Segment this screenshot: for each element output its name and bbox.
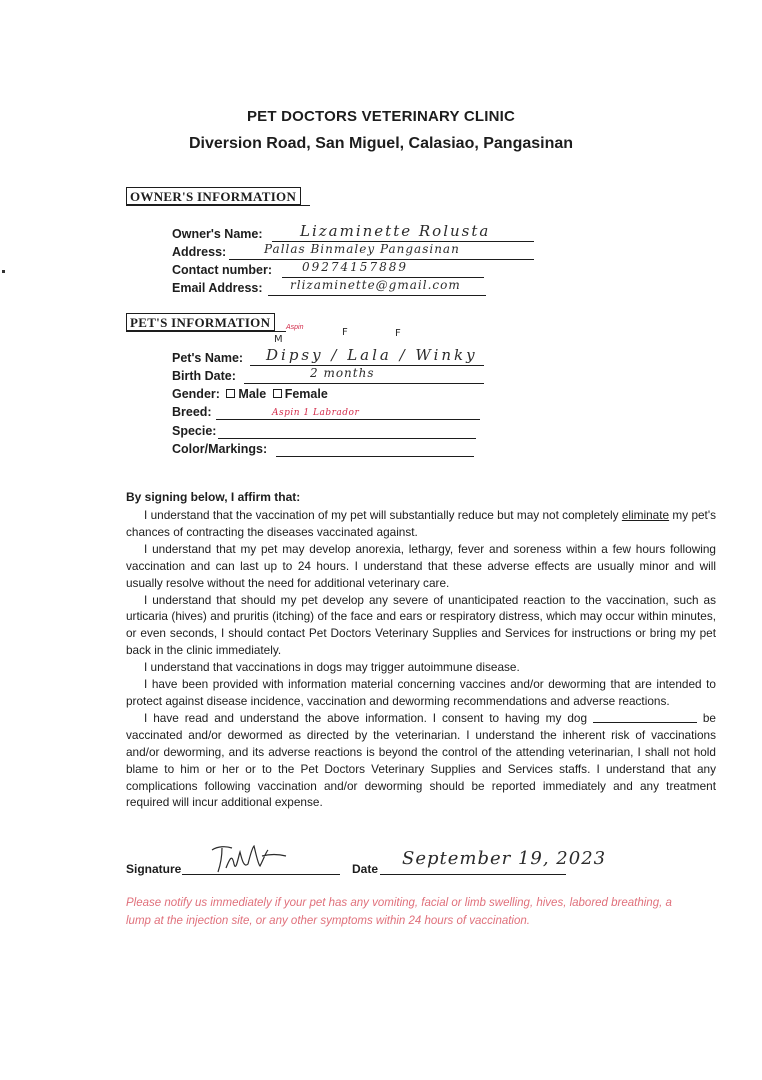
- dog-name-blank[interactable]: [593, 712, 697, 723]
- owner-section-title: OWNER'S INFORMATION: [126, 187, 301, 205]
- consent-text: be vaccinated and/or dewormed as directed by the veterinarian. I understand the inherent risk of vaccinations and/or deworming, and its adverse reactions is beyond the control of the attending veterinarian, I shall not hold blame to him or her or to the Pet Doctors Veterinary Supplies and Services staffs. I understand that any complications following vaccination and/or deworming should be reported immediately and any treatment required will incur additional expense.: [126, 710, 716, 810]
- signature-scribble: [208, 838, 292, 878]
- consent-paragraph: I understand that should my pet develop any severe of unanticipated reaction to the vaccination, such as urticaria (hives) and pruritis (itching) of the face and ears or respiratory distress, which may occur within minutes, or even seconds, I should contact Pet Doctors Veterinary Supplies and Services for instructions or bring my pet back in the clinic immediately.: [126, 592, 716, 658]
- consent-paragraph: I have been provided with information material concerning vaccines and/or deworming that are intended to protect against disease incidence, vaccination and deworming recommendations and adverse reactions.: [126, 677, 716, 708]
- scan-mark: [2, 270, 5, 273]
- owner-name-label: Owner's Name:: [172, 227, 263, 241]
- consent-paragraph: [126, 710, 716, 811]
- consent-underlined-word: eliminate: [621, 508, 670, 522]
- color-markings-line[interactable]: [276, 456, 474, 457]
- consent-paragraph: [126, 507, 716, 541]
- owner-email-value[interactable]: rlizaminette@gmail.com: [290, 278, 461, 292]
- consent-body: [126, 507, 716, 811]
- pet-section-rule: [126, 331, 286, 332]
- date-label: Date: [352, 862, 379, 876]
- date-value[interactable]: September 19, 2023: [402, 848, 607, 869]
- birth-date-label: Birth Date:: [172, 369, 236, 383]
- signature-label: Signature: [126, 862, 182, 876]
- gender-female-checkbox[interactable]: [273, 389, 282, 398]
- consent-paragraph: I understand that my pet may develop anorexia, lethargy, fever and soreness within a few hours following vaccination and can last up to 24 hours. I understand that these adverse effects are usually minor and will usually resolve without the need for additional veterinary care.: [126, 541, 716, 590]
- birth-date-value[interactable]: 2 months: [310, 366, 375, 380]
- pet-aspin-note: Aspin: [286, 324, 304, 331]
- owner-address-value[interactable]: Pallas Binmaley Pangasinan: [264, 242, 460, 256]
- birth-date-line: [244, 383, 484, 384]
- specie-line[interactable]: [218, 438, 476, 439]
- pet-name-value[interactable]: Dipsy / Lala / Winky: [266, 346, 478, 364]
- pet-sex-mark: F: [342, 327, 348, 338]
- owner-contact-value[interactable]: 09274157889: [302, 260, 408, 274]
- breed-label: Breed:: [172, 405, 212, 419]
- specie-label: Specie:: [172, 424, 217, 438]
- gender-label: Gender:: [172, 387, 220, 401]
- owner-section-rule: [126, 205, 310, 206]
- gender-female-label: Female: [284, 387, 328, 401]
- consent-text: I understand that the vaccination of my pet will substantially reduce but may not completely: [144, 508, 622, 522]
- clinic-name: PET DOCTORS VETERINARY CLINIC: [246, 108, 516, 125]
- clinic-address: Diversion Road, San Miguel, Calasiao, Pangasinan: [188, 135, 574, 152]
- color-markings-label: Color/Markings:: [172, 442, 268, 456]
- pet-sex-mark: M: [274, 334, 283, 345]
- pet-name-label: Pet's Name:: [172, 351, 244, 365]
- consent-heading: By signing below, I affirm that:: [126, 490, 301, 504]
- date-line[interactable]: [380, 874, 566, 875]
- consent-paragraph: I understand that vaccinations in dogs may trigger autoimmune disease.: [144, 660, 520, 675]
- breed-value[interactable]: Aspin 1 Labrador: [272, 408, 360, 418]
- owner-name-value[interactable]: Lizaminette Rolusta: [300, 222, 491, 240]
- owner-contact-label: Contact number:: [172, 263, 272, 277]
- consent-text: I have read and understand the above information. I consent to having my dog: [144, 710, 593, 725]
- pet-section-title: PET'S INFORMATION: [126, 313, 275, 331]
- post-vaccination-notice: Please notify us immediately if your pet has any vomiting, facial or limb swelling, hives, labored breathing, a lump at the injection site, or any other symptoms within 24 hours of vaccination.: [126, 897, 672, 927]
- consent-text: my pet's chances of contracting the diseases vaccinated against.: [126, 508, 716, 539]
- owner-address-label: Address:: [172, 245, 227, 259]
- gender-male-label: Male: [238, 387, 267, 401]
- owner-email-line: [268, 295, 486, 296]
- gender-male-checkbox[interactable]: [226, 389, 235, 398]
- gender-field: [172, 385, 328, 403]
- owner-email-label: Email Address:: [172, 281, 263, 295]
- pet-sex-mark: F: [395, 328, 401, 339]
